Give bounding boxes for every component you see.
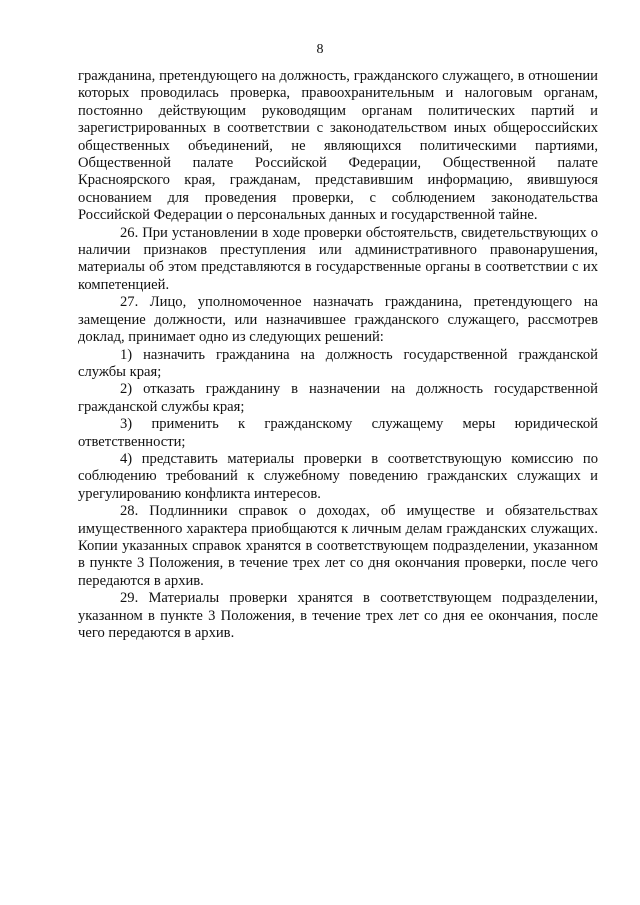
paragraph-28: 28. Подлинники справок о доходах, об имуществе и обязательствах имущественного характера приобщаются к личным делам гражданских служащих. Копии указанных справок хранятся в соответствующем подразделении, указанном в пункте 3 Положения, в течение трех лет со дня окончания проверки, после чего передаются в архив.: [78, 503, 598, 589]
paragraph-26: 26. При установлении в ходе проверки обстоятельств, свидетельствующих о наличии признаков преступления или административного правонарушения, материалы об этом представляются в государственные органы в соответствии с их компетенцией.: [78, 224, 598, 293]
document-body: [78, 68, 598, 642]
paragraph-29: 29. Материалы проверки хранятся в соответствующем подразделении, указанном в пункте 3 Положения, в течение трех лет со дня ее окончания, после чего передаются в архив.: [78, 590, 598, 641]
paragraph-27-item-1: 1) назначить гражданина на должность государственной гражданской службы края;: [78, 346, 598, 380]
paragraph-continuation: гражданина, претендующего на должность, гражданского служащего, в отношении которых проводилась проверка, правоохранительным и налоговым органам, постоянно действующим руководящим органам политических партий и зарегистрированных в соответствии с законодательством иных общероссийских общественных объединений, не являющихся политическими партиями, Общественной палате Российской Федерации, Общественной палате Красноярского края, гражданам, представившим информацию, явившуюся основанием для проведения проверки, с соблюдением законодательства Российской Федерации о персональных данных и государственной тайне.: [78, 68, 598, 224]
paragraph-27-item-4: 4) представить материалы проверки в соответствующую комиссию по соблюдению требований к служебному поведению гражданских служащих и урегулированию конфликта интересов.: [78, 450, 598, 502]
paragraph-27: 27. Лицо, уполномоченное назначать гражданина, претендующего на замещение должности, или назначившее гражданского служащего, рассмотрев доклад, принимает одно из следующих решений:: [78, 294, 598, 346]
paragraph-27-item-2: 2) отказать гражданину в назначении на должность государственной гражданской службы края;: [78, 381, 598, 415]
page-number: 8: [316, 42, 324, 57]
paragraph-27-item-3: 3) применить к гражданскому служащему меры юридической ответственности;: [78, 416, 598, 450]
